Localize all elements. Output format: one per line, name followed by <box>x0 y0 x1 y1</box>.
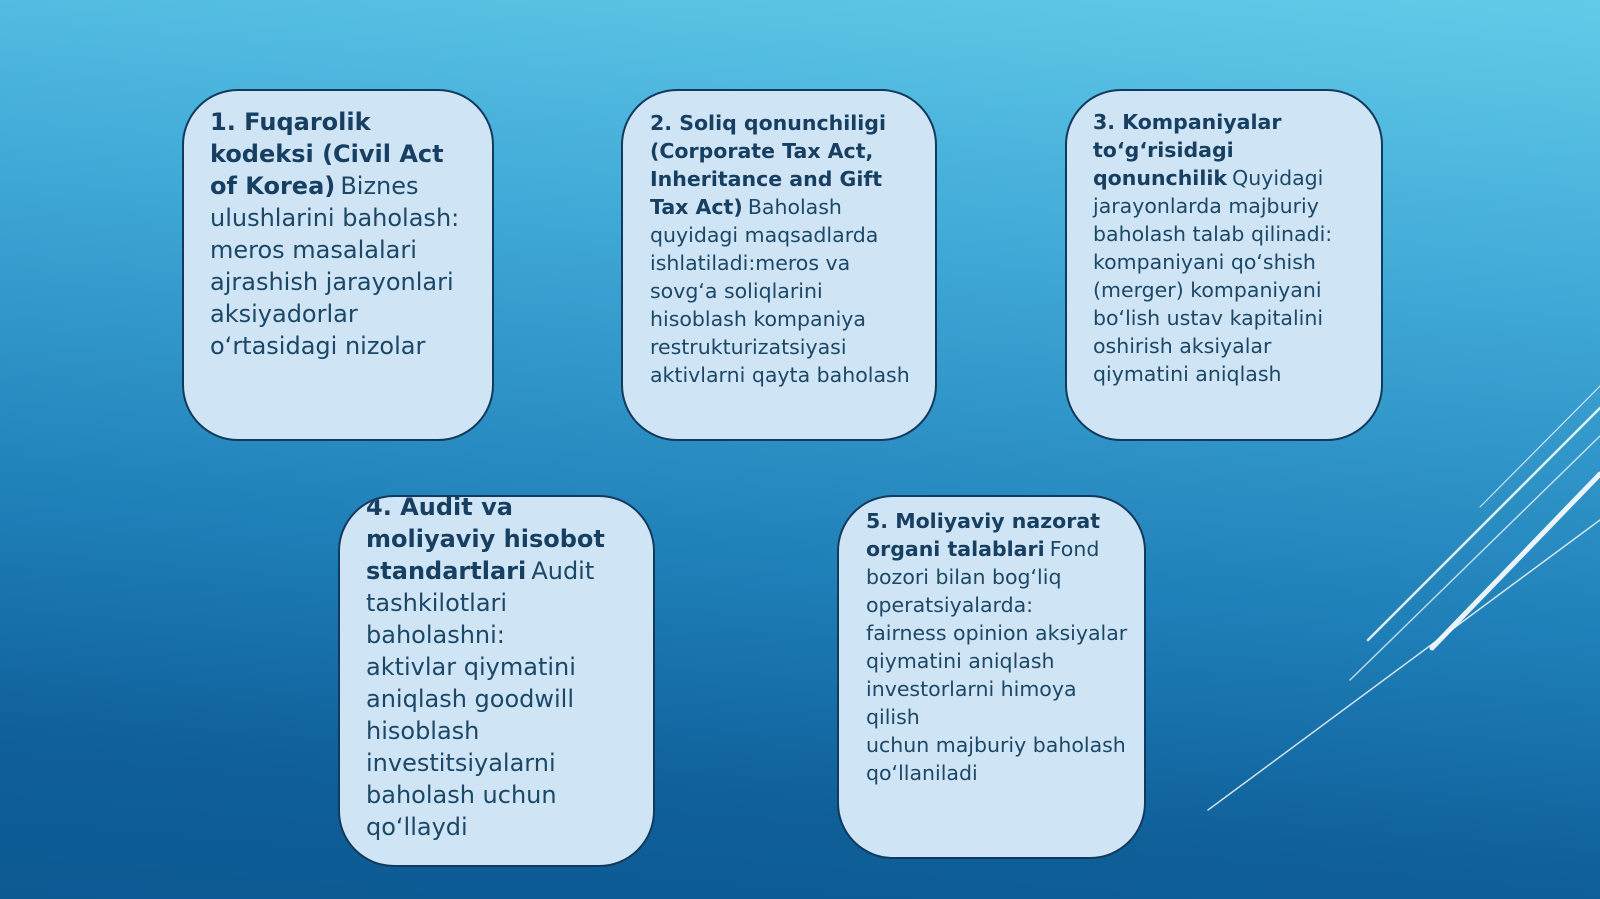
box-body: Fond bozori bilan bog‘liq operatsiyalarda: fairness opinion aksiyalar qiymatini aniqlash investorlarni himoya qilish uchun majburiy baholash qo‘llaniladi <box>866 537 1128 785</box>
info-box-audit-standards <box>338 495 655 867</box>
box-title: 1. Fuqarolik kodeksi (Civil Act of Korea) <box>210 108 444 200</box>
deco-line-3 <box>1350 436 1600 680</box>
info-box-tax-act <box>621 89 937 441</box>
box-title: 3. Kompaniyalar to‘g‘risidagi qonunchilik <box>1093 110 1282 190</box>
box-body: Quyidagi jarayonlarda majburiy baholash talab qilinadi: kompaniyani qo‘shish (merger) kompaniyani bo‘lish ustav kapitalini oshirish aksiyalar qiymatini aniqlash <box>1093 166 1333 386</box>
box-title: 4. Audit va moliyaviy hisobot standartlari <box>366 495 605 585</box>
info-box-civil-act <box>182 89 494 441</box>
box-body: Biznes ulushlarini baholash: meros masalalari ajrashish jarayonlari aksiyadorlar o‘rtasidagi nizolar <box>210 172 460 360</box>
box-title: 5. Moliyaviy nazorat organi talablari <box>866 509 1100 561</box>
box-title: 2. Soliq qonunchiligi (Corporate Tax Act, Inheritance and Gift Tax Act) <box>650 111 886 219</box>
deco-line-1 <box>1480 386 1600 507</box>
box-body: Baholash quyidagi maqsadlarda ishlatiladi:meros va sovg‘a soliqlarini hisoblash kompaniya restrukturizatsiyasi aktivlarni qayta baholash <box>650 195 910 387</box>
deco-line-4 <box>1432 474 1600 648</box>
box-body: Audit tashkilotlari baholashni: aktivlar qiymatini aniqlash goodwill hisoblash investitsiyalarni baholash uchun qo‘llaydi <box>366 557 595 841</box>
info-box-company-law <box>1065 89 1383 441</box>
info-box-financial-regulator <box>837 495 1146 859</box>
deco-line-5 <box>1208 520 1600 810</box>
